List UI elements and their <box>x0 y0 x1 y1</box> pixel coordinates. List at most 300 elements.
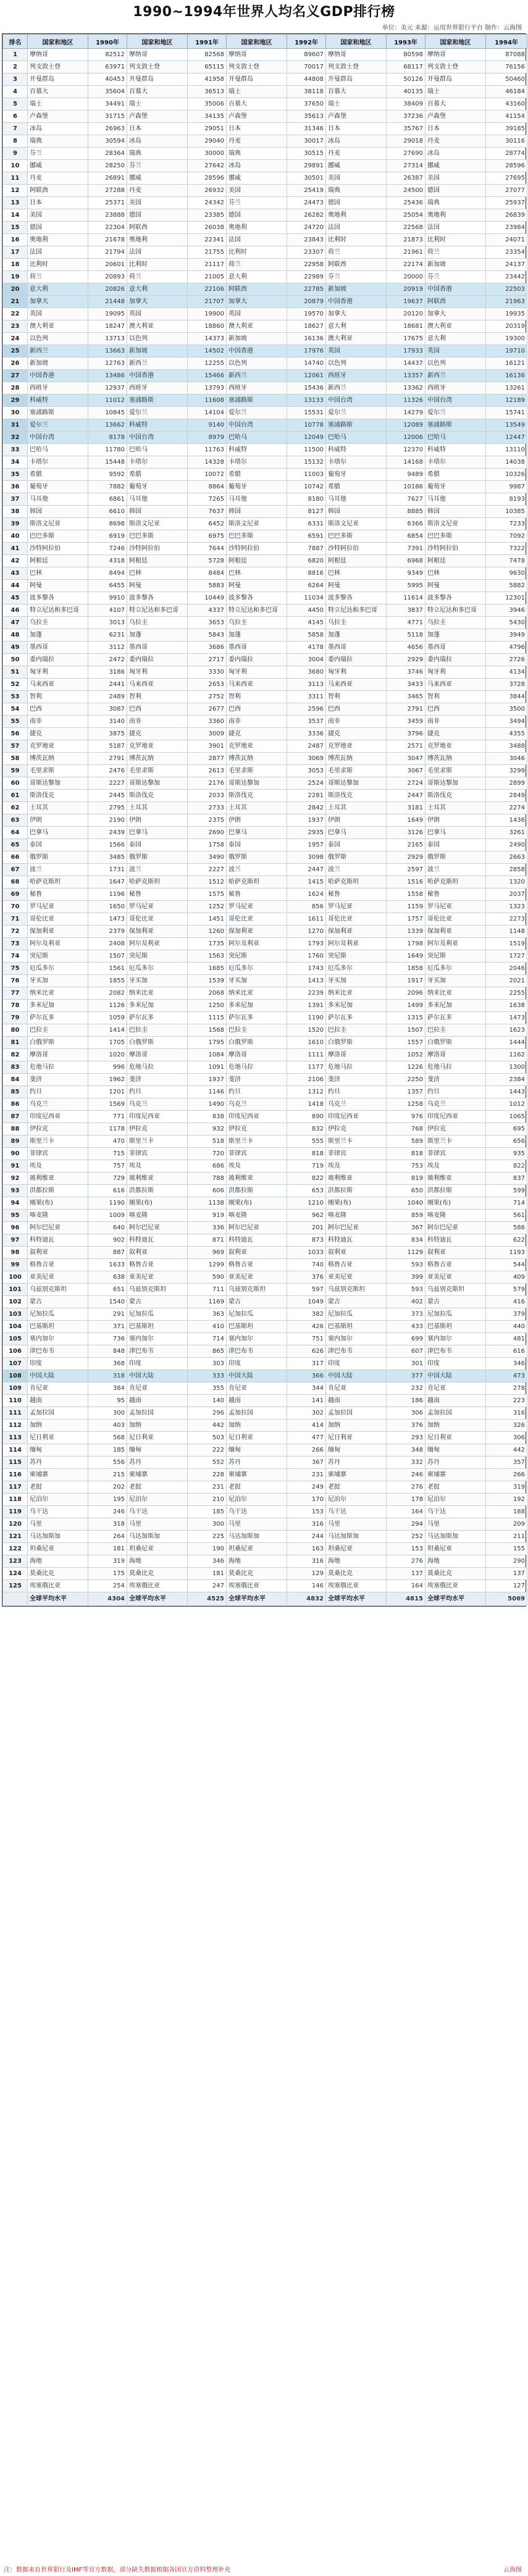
country-cell: 全球平均水平 <box>127 1592 188 1606</box>
gdp-value-cell: 442 <box>188 1420 227 1432</box>
country-cell: 摩纳哥 <box>28 49 88 61</box>
country-cell: 巴拿马 <box>127 827 188 839</box>
rank-cell: 4 <box>3 86 28 98</box>
country-cell: 喀麦隆 <box>227 1210 287 1222</box>
gdp-value-cell: 14437 <box>387 358 425 370</box>
country-cell: 奥地利 <box>425 209 486 222</box>
gdp-value-cell: 838 <box>188 1111 227 1123</box>
rank-cell: 45 <box>3 592 28 604</box>
country-cell: 多米尼加 <box>28 1000 88 1012</box>
gdp-value-cell: 9592 <box>88 469 127 481</box>
gdp-value-cell: 1226 <box>387 1061 425 1074</box>
country-cell: 尼加拉瓜 <box>28 1308 88 1321</box>
gdp-value-cell: 1685 <box>188 963 227 975</box>
country-cell: 哥斯达黎加 <box>425 777 486 790</box>
country-cell: 埃塞俄比亚 <box>425 1580 486 1592</box>
gdp-value-cell: 333 <box>188 1370 227 1382</box>
gdp-value-cell: 1499 <box>387 1000 425 1012</box>
gdp-value-cell: 1611 <box>287 913 326 926</box>
country-cell: 毛里求斯 <box>28 765 88 777</box>
gdp-value-cell: 8193 <box>486 493 527 506</box>
country-cell: 乌拉圭 <box>425 617 486 629</box>
gdp-value-cell: 11780 <box>88 444 127 456</box>
country-cell: 新西兰 <box>127 358 188 370</box>
gdp-value-cell: 46184 <box>486 86 527 98</box>
gdp-value-cell: 296 <box>188 1407 227 1420</box>
country-cell: 巴林 <box>127 567 188 580</box>
gdp-value-cell: 1357 <box>387 1086 425 1098</box>
country-cell: 乌克兰 <box>326 1098 387 1111</box>
gdp-value-cell: 80598 <box>387 49 425 61</box>
table-row <box>3 938 527 950</box>
country-cell: 塞浦路斯 <box>425 419 486 432</box>
country-cell: 哥伦比亚 <box>28 913 88 926</box>
gdp-value-cell: 20601 <box>88 259 127 271</box>
gdp-value-cell: 26387 <box>387 172 425 185</box>
gdp-value-cell: 247 <box>188 1580 227 1592</box>
rank-cell: 95 <box>3 1210 28 1222</box>
gdp-value-cell: 714 <box>486 1197 527 1210</box>
gdp-value-cell: 6919 <box>88 530 127 543</box>
country-cell: 阿尔巴尼亚 <box>326 1222 387 1234</box>
country-cell: 科威特 <box>127 419 188 432</box>
gdp-value-cell: 2068 <box>188 987 227 1000</box>
country-cell: 奥地利 <box>326 209 387 222</box>
gdp-value-cell: 30116 <box>486 135 527 148</box>
gdp-value-cell: 231 <box>188 1481 227 1494</box>
country-cell: 斯洛文尼亚 <box>28 518 88 530</box>
country-cell: 牙买加 <box>127 975 188 987</box>
gdp-value-cell: 4337 <box>188 604 227 617</box>
country-cell: 韩国 <box>127 506 188 518</box>
gdp-value-cell: 2021 <box>486 975 527 987</box>
country-cell: 印度尼西亚 <box>127 1111 188 1123</box>
gdp-value-cell: 3336 <box>287 728 326 740</box>
gdp-value-cell: 2274 <box>486 802 527 814</box>
country-cell: 厄瓜多尔 <box>127 963 188 975</box>
gdp-value-cell: 819 <box>387 1173 425 1185</box>
gdp-value-cell: 12255 <box>188 358 227 370</box>
country-cell: 新加坡 <box>28 358 88 370</box>
gdp-value-cell: 1563 <box>188 950 227 963</box>
gdp-value-cell: 34135 <box>188 111 227 123</box>
gdp-value-cell: 477 <box>287 1432 326 1444</box>
gdp-value-cell: 14740 <box>287 358 326 370</box>
gdp-value-cell: 25419 <box>287 185 326 197</box>
country-cell: 亚美尼亚 <box>227 1271 287 1284</box>
country-cell: 阿尔巴尼亚 <box>425 1222 486 1234</box>
gdp-value-cell: 19570 <box>287 308 326 320</box>
gdp-value-cell: 7882 <box>88 481 127 493</box>
gdp-value-cell: 23442 <box>486 271 527 283</box>
gdp-value-cell: 293 <box>387 1432 425 1444</box>
gdp-value-cell: 416 <box>486 1296 527 1308</box>
country-cell: 墨西哥 <box>326 642 387 654</box>
gdp-value-cell: 2250 <box>387 1074 425 1086</box>
table-row <box>3 1222 527 1234</box>
header-country: 国家和地区 <box>326 35 387 49</box>
gdp-value-cell: 181 <box>188 1568 227 1580</box>
country-cell: 罗马尼亚 <box>227 901 287 913</box>
country-cell: 哥斯达黎加 <box>227 777 287 790</box>
gdp-value-cell: 2447 <box>387 790 425 802</box>
country-cell: 印度 <box>28 1358 88 1370</box>
country-cell: 缅甸 <box>227 1444 287 1457</box>
gdp-value-cell: 2524 <box>287 777 326 790</box>
country-cell: 委内瑞拉 <box>326 654 387 666</box>
gdp-value-cell: 3653 <box>188 617 227 629</box>
table-row <box>3 246 527 259</box>
gdp-value-cell: 2597 <box>387 864 425 876</box>
country-cell: 埃塞俄比亚 <box>326 1580 387 1592</box>
gdp-value-cell: 890 <box>287 1111 326 1123</box>
country-cell: 泰国 <box>326 839 387 851</box>
gdp-value-cell: 1258 <box>387 1098 425 1111</box>
table-row <box>3 395 527 407</box>
gdp-value-cell: 30515 <box>287 148 326 160</box>
gdp-value-cell: 21117 <box>188 259 227 271</box>
gdp-value-cell: 20879 <box>287 296 326 308</box>
country-cell: 丹麦 <box>227 135 287 148</box>
country-cell: 开曼群岛 <box>28 73 88 86</box>
gdp-value-cell: 246 <box>387 1469 425 1481</box>
country-cell: 委内瑞拉 <box>127 654 188 666</box>
gdp-value-cell: 9630 <box>486 567 527 580</box>
gdp-value-cell: 13549 <box>486 419 527 432</box>
gdp-value-cell: 26839 <box>486 209 527 222</box>
country-cell: 葡萄牙 <box>227 481 287 493</box>
country-cell: 泰国 <box>127 839 188 851</box>
gdp-value-cell: 35604 <box>88 86 127 98</box>
table-row <box>3 1173 527 1185</box>
country-cell: 巴西 <box>28 703 88 716</box>
gdp-value-cell: 13133 <box>287 395 326 407</box>
gdp-value-cell: 1638 <box>486 1000 527 1012</box>
country-cell: 保加利亚 <box>326 926 387 938</box>
rank-cell: 64 <box>3 827 28 839</box>
gdp-value-cell: 2379 <box>88 926 127 938</box>
country-cell: 牙买加 <box>425 975 486 987</box>
ranking-table-container <box>2 33 526 1607</box>
country-cell: 刚果(布) <box>425 1197 486 1210</box>
country-cell: 科威特 <box>425 444 486 456</box>
gdp-value-cell: 8698 <box>88 518 127 530</box>
rank-cell: 124 <box>3 1568 28 1580</box>
country-cell: 丹麦 <box>326 148 387 160</box>
table-row <box>3 777 527 790</box>
country-cell: 印度 <box>227 1358 287 1370</box>
gdp-value-cell: 3485 <box>88 851 127 864</box>
gdp-value-cell: 12049 <box>287 432 326 444</box>
gdp-value-cell: 195 <box>88 1494 127 1506</box>
country-cell: 土耳其 <box>127 802 188 814</box>
country-cell: 爱尔兰 <box>425 407 486 419</box>
country-cell: 冰岛 <box>127 135 188 148</box>
table-row <box>3 950 527 963</box>
country-cell: 阿曼 <box>127 580 188 592</box>
country-cell: 莫桑比克 <box>425 1568 486 1580</box>
country-cell: 意大利 <box>127 283 188 296</box>
gdp-value-cell: 1312 <box>287 1086 326 1098</box>
country-cell: 斯里兰卡 <box>326 1135 387 1148</box>
gdp-value-cell: 232 <box>387 1382 425 1395</box>
gdp-value-cell: 8484 <box>188 567 227 580</box>
country-cell: 刚果(布) <box>227 1197 287 1210</box>
gdp-value-cell: 2842 <box>287 802 326 814</box>
gdp-value-cell: 301 <box>387 1358 425 1370</box>
country-cell: 埃塞俄比亚 <box>227 1580 287 1592</box>
table-row <box>3 765 527 777</box>
gdp-value-cell: 616 <box>88 1185 127 1197</box>
country-cell: 比利时 <box>28 259 88 271</box>
rank-cell: 60 <box>3 777 28 790</box>
country-cell: 南非 <box>127 716 188 728</box>
gdp-value-cell: 306 <box>486 1432 527 1444</box>
table-row <box>3 975 527 987</box>
gdp-value-cell: 14168 <box>387 456 425 469</box>
country-cell: 巴基斯坦 <box>28 1321 88 1333</box>
gdp-value-cell: 751 <box>287 1333 326 1345</box>
country-cell: 美国 <box>425 172 486 185</box>
country-cell: 孟加拉国 <box>28 1407 88 1420</box>
table-row <box>3 1308 527 1321</box>
gdp-value-cell: 6854 <box>387 530 425 543</box>
country-cell: 巴拿马 <box>326 827 387 839</box>
gdp-value-cell: 6610 <box>88 506 127 518</box>
country-cell: 阿根廷 <box>425 555 486 567</box>
table-row <box>3 1568 527 1580</box>
country-cell: 中国台湾 <box>127 432 188 444</box>
country-cell: 纳米比亚 <box>425 987 486 1000</box>
country-cell: 科特迪瓦 <box>326 1234 387 1247</box>
country-cell: 秘鲁 <box>227 889 287 901</box>
country-cell: 捷克 <box>127 728 188 740</box>
gdp-value-cell: 29040 <box>188 135 227 148</box>
header-year: 1994年 <box>486 35 527 49</box>
rank-cell: 33 <box>3 444 28 456</box>
country-cell: 哥伦比亚 <box>425 913 486 926</box>
country-cell: 马达加斯加 <box>425 1531 486 1543</box>
gdp-value-cell: 720 <box>188 1148 227 1160</box>
gdp-value-cell: 3433 <box>387 679 425 691</box>
gdp-value-cell: 26963 <box>88 123 127 135</box>
table-row <box>3 308 527 320</box>
country-cell: 加蓬 <box>425 629 486 642</box>
country-cell: 博茨瓦纳 <box>127 753 188 765</box>
country-cell: 英国 <box>425 345 486 358</box>
country-cell: 乌克兰 <box>28 1098 88 1111</box>
country-cell: 中国大陆 <box>127 1370 188 1382</box>
gdp-value-cell: 10072 <box>188 469 227 481</box>
gdp-value-cell: 2046 <box>486 963 527 975</box>
country-cell: 孟加拉国 <box>326 1407 387 1420</box>
country-cell: 牙买加 <box>326 975 387 987</box>
country-cell: 格鲁吉亚 <box>326 1259 387 1271</box>
rank-cell: 85 <box>3 1086 28 1098</box>
country-cell: 加拿大 <box>425 308 486 320</box>
country-cell: 爱尔兰 <box>28 419 88 432</box>
country-cell: 厄瓜多尔 <box>28 963 88 975</box>
table-row <box>3 73 527 86</box>
gdp-value-cell: 1649 <box>387 814 425 827</box>
country-cell: 特立尼达和多巴哥 <box>425 604 486 617</box>
gdp-value-cell: 12061 <box>287 370 326 382</box>
gdp-value-cell: 188 <box>486 1506 527 1518</box>
country-cell: 乌兹别克斯坦 <box>227 1284 287 1296</box>
country-cell: 特立尼达和多巴哥 <box>28 604 88 617</box>
gdp-value-cell: 211 <box>486 1531 527 1543</box>
country-cell: 印度 <box>326 1358 387 1370</box>
country-cell: 加蓬 <box>127 629 188 642</box>
table-row <box>3 617 527 629</box>
gdp-value-cell: 1020 <box>88 1049 127 1061</box>
gdp-value-cell: 771 <box>88 1111 127 1123</box>
gdp-value-cell: 20826 <box>88 283 127 296</box>
gdp-value-cell: 26891 <box>88 172 127 185</box>
gdp-value-cell: 4832 <box>287 1592 326 1606</box>
gdp-value-cell: 70017 <box>287 61 326 73</box>
table-row <box>3 1037 527 1049</box>
gdp-value-cell: 6264 <box>287 580 326 592</box>
gdp-value-cell: 686 <box>188 1160 227 1173</box>
country-cell: 保加利亚 <box>28 926 88 938</box>
country-cell: 西班牙 <box>425 382 486 395</box>
gdp-value-cell: 593 <box>387 1284 425 1296</box>
country-cell: 列支敦士登 <box>227 61 287 73</box>
rank-cell: 108 <box>3 1370 28 1382</box>
country-cell: 美国 <box>227 185 287 197</box>
country-cell: 马来西亚 <box>28 679 88 691</box>
gdp-value-cell: 2239 <box>287 987 326 1000</box>
gdp-value-cell: 1758 <box>188 839 227 851</box>
gdp-value-cell: 367 <box>287 1457 326 1469</box>
table-row <box>3 259 527 271</box>
gdp-value-cell: 757 <box>88 1160 127 1173</box>
gdp-value-cell: 2096 <box>387 987 425 1000</box>
gdp-value-cell: 9910 <box>88 592 127 604</box>
gdp-value-cell: 3299 <box>486 765 527 777</box>
gdp-value-cell: 22341 <box>188 234 227 246</box>
country-cell: 格鲁吉亚 <box>425 1259 486 1271</box>
country-cell: 厄瓜多尔 <box>326 963 387 975</box>
country-cell: 苏丹 <box>425 1457 486 1469</box>
table-row <box>3 889 527 901</box>
country-cell: 尼泊尔 <box>28 1494 88 1506</box>
gdp-value-cell: 3844 <box>486 691 527 703</box>
gdp-value-cell: 366 <box>287 1370 326 1382</box>
rank-cell: 63 <box>3 814 28 827</box>
table-row <box>3 1086 527 1098</box>
country-cell: 巴巴多斯 <box>127 530 188 543</box>
country-cell: 阿联酋 <box>227 283 287 296</box>
gdp-value-cell: 503 <box>188 1432 227 1444</box>
gdp-value-cell: 1252 <box>188 901 227 913</box>
rank-cell: 14 <box>3 209 28 222</box>
country-cell: 土耳其 <box>425 802 486 814</box>
gdp-value-cell: 28596 <box>188 172 227 185</box>
country-cell: 菲律宾 <box>127 1148 188 1160</box>
gdp-value-cell: 1323 <box>486 901 527 913</box>
gdp-value-cell: 127 <box>486 1580 527 1592</box>
table-row <box>3 691 527 703</box>
gdp-value-cell: 3009 <box>188 728 227 740</box>
table-row <box>3 543 527 555</box>
gdp-value-cell: 1649 <box>387 950 425 963</box>
country-cell: 智利 <box>227 691 287 703</box>
gdp-value-cell: 1937 <box>287 814 326 827</box>
gdp-value-cell: 962 <box>287 1210 326 1222</box>
country-cell: 乌兹别克斯坦 <box>127 1284 188 1296</box>
country-cell: 俄罗斯 <box>227 851 287 864</box>
table-row <box>3 148 527 160</box>
country-cell: 印度 <box>127 1358 188 1370</box>
country-cell: 阿根廷 <box>28 555 88 567</box>
country-cell: 挪威 <box>326 160 387 172</box>
gdp-value-cell: 9987 <box>486 481 527 493</box>
gdp-value-cell: 653 <box>287 1185 326 1197</box>
country-cell: 洪都拉斯 <box>28 1185 88 1197</box>
gdp-value-cell: 3186 <box>88 666 127 679</box>
gdp-value-cell: 6591 <box>287 530 326 543</box>
country-cell: 海地 <box>425 1555 486 1568</box>
country-cell: 纳米比亚 <box>326 987 387 1000</box>
country-cell: 以色列 <box>28 333 88 345</box>
country-cell: 克罗地亚 <box>425 740 486 753</box>
country-cell: 委内瑞拉 <box>425 654 486 666</box>
gdp-value-cell: 3901 <box>188 740 227 753</box>
country-cell: 卡塔尔 <box>227 456 287 469</box>
country-cell: 英国 <box>127 308 188 320</box>
country-cell: 日本 <box>227 123 287 135</box>
country-cell: 突尼斯 <box>28 950 88 963</box>
gdp-value-cell: 170 <box>287 1494 326 1506</box>
gdp-value-cell: 1413 <box>287 975 326 987</box>
rank-cell: 105 <box>3 1333 28 1345</box>
country-cell: 博茨瓦纳 <box>425 753 486 765</box>
gdp-value-cell: 371 <box>88 1321 127 1333</box>
gdp-value-cell: 222 <box>188 1444 227 1457</box>
rank-cell: 74 <box>3 950 28 963</box>
gdp-value-cell: 3875 <box>88 728 127 740</box>
gdp-value-cell: 379 <box>486 1308 527 1321</box>
country-cell: 瑞典 <box>127 148 188 160</box>
gdp-value-cell: 22304 <box>88 222 127 234</box>
gdp-value-cell: 1339 <box>387 926 425 938</box>
page-title: 1990~1994年世界人均名义GDP排行榜 <box>133 4 395 20</box>
table-row <box>3 1580 527 1592</box>
country-cell: 开曼群岛 <box>326 73 387 86</box>
table-row <box>3 271 527 283</box>
country-cell: 德国 <box>227 209 287 222</box>
rank-cell: 61 <box>3 790 28 802</box>
gdp-value-cell: 2690 <box>188 827 227 839</box>
gdp-value-cell: 87088 <box>486 49 527 61</box>
gdp-value-cell: 8494 <box>88 567 127 580</box>
gdp-value-cell: 19710 <box>486 345 527 358</box>
rank-cell: 103 <box>3 1308 28 1321</box>
gdp-value-cell: 10385 <box>486 506 527 518</box>
country-cell: 西班牙 <box>127 382 188 395</box>
rank-cell: 75 <box>3 963 28 975</box>
gdp-value-cell: 348 <box>387 1444 425 1457</box>
gdp-value-cell: 1705 <box>88 1037 127 1049</box>
country-cell: 罗马尼亚 <box>326 901 387 913</box>
gdp-value-cell: 30501 <box>287 172 326 185</box>
country-cell: 希腊 <box>326 481 387 493</box>
gdp-value-cell: 95 <box>88 1395 127 1407</box>
gdp-value-cell: 185 <box>188 1506 227 1518</box>
gdp-value-cell: 12937 <box>88 382 127 395</box>
